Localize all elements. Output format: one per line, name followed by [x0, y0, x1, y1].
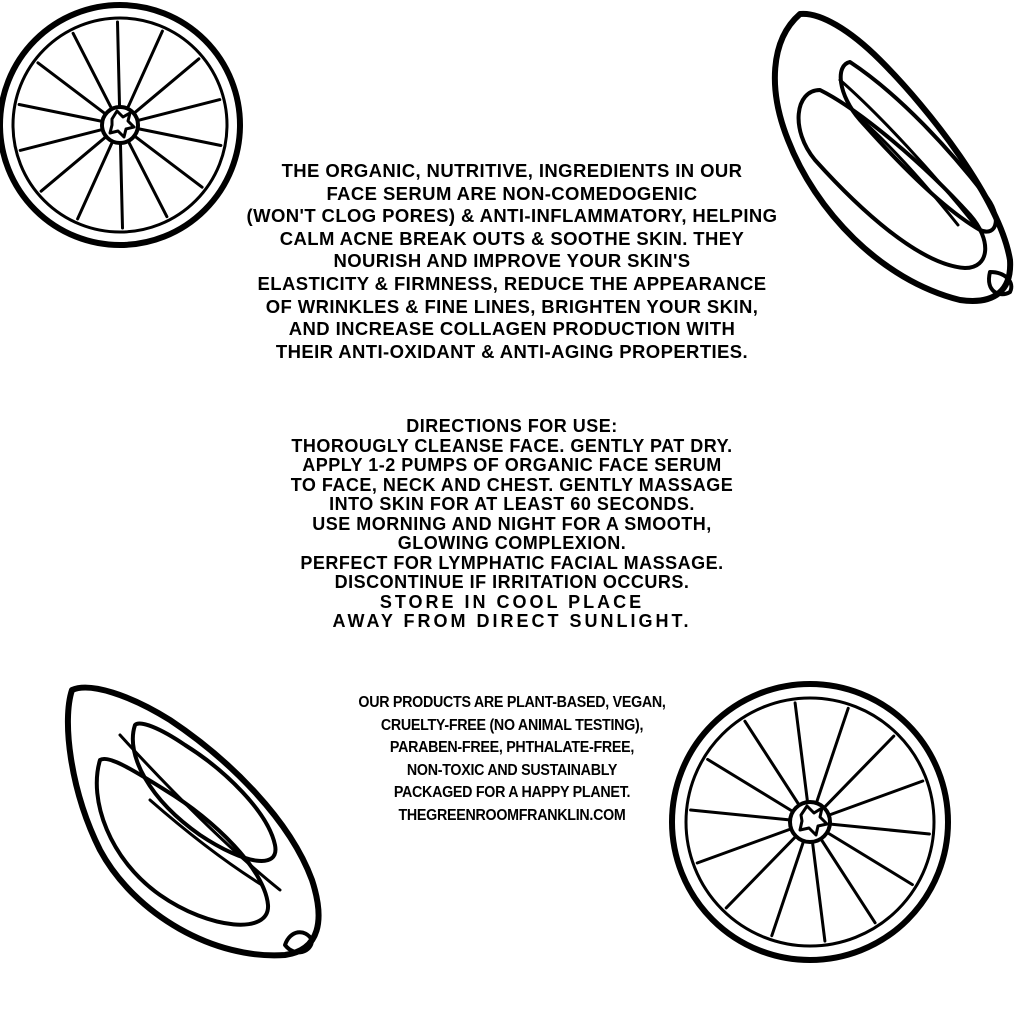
segment-line	[19, 105, 100, 122]
segment-line	[38, 63, 104, 113]
closing-line: NON-TOXIC AND SUSTAINABLY	[406, 761, 618, 779]
directions-section	[0, 417, 1024, 632]
closing-line: OUR PRODUCTS ARE PLANT-BASED, VEGAN,	[358, 694, 666, 711]
benefits-line: AND INCREASE COLLAGEN PRODUCTION WITH	[288, 317, 736, 340]
closing-line: PACKAGED FOR A HAPPY PLANET.	[393, 784, 631, 801]
directions-line: APPLY 1-2 PUMPS OF ORGANIC FACE SERUM	[302, 455, 722, 475]
benefits-line: OF WRINKLES & FINE LINES, BRIGHTEN YOUR SKIN,	[265, 295, 759, 317]
benefits-line: THE ORGANIC, NUTRITIVE, INGREDIENTS IN OUR	[281, 159, 743, 182]
segment-line	[813, 844, 825, 941]
directions-line: STORE IN COOL PLACE	[379, 591, 645, 612]
segment-line	[829, 834, 913, 885]
directions-line: TO FACE, NECK AND CHEST. GENTLY MASSAGE	[290, 474, 734, 495]
benefits-paragraph	[0, 160, 1024, 363]
segment-line	[140, 129, 221, 146]
directions-line: THOROUGLY CLEANSE FACE. GENTLY PAT DRY.	[291, 435, 733, 456]
directions-line: USE MORNING AND NIGHT FOR A SMOOTH,	[312, 513, 712, 534]
website-url: THEGREENROOMFRANKLIN.COM	[398, 806, 626, 824]
closing-line: PARABEN-FREE, PHTHALATE-FREE,	[389, 739, 635, 756]
directions-heading: DIRECTIONS FOR USE:	[406, 416, 618, 436]
segment-line	[20, 130, 100, 151]
closing-line: CRUELTY-FREE (NO ANIMAL TESTING),	[380, 716, 644, 734]
directions-line: GLOWING COMPLEXION.	[397, 533, 627, 553]
directions-line: PERFECT FOR LYMPHATIC FACIAL MASSAGE.	[300, 552, 724, 573]
segment-line	[822, 841, 875, 923]
benefits-line: CALM ACNE BREAK OUTS & SOOTHE SKIN. THEY	[279, 227, 745, 249]
segment-line	[118, 22, 120, 105]
closing-statement	[0, 692, 1024, 827]
directions-line: DISCONTINUE IF IRRITATION OCCURS.	[334, 572, 690, 592]
segment-line	[139, 100, 219, 121]
benefits-line: (WON'T CLOG PORES) & ANTI-INFLAMMATORY, HELPING	[246, 204, 778, 227]
directions-line: INTO SKIN FOR AT LEAST 60 SECONDS.	[329, 494, 695, 514]
segment-line	[73, 33, 111, 107]
benefits-line: NOURISH AND IMPROVE YOUR SKIN'S	[333, 250, 691, 272]
directions-line: AWAY FROM DIRECT SUNLIGHT.	[332, 611, 692, 631]
benefits-line: FACE SERUM ARE NON-COMEDOGENIC	[326, 182, 698, 204]
benefits-line: THEIR ANTI-OXIDANT & ANTI-AGING PROPERTIES.	[275, 340, 749, 362]
benefits-line: ELASTICITY & FIRMNESS, REDUCE THE APPEARANCE	[257, 272, 767, 295]
